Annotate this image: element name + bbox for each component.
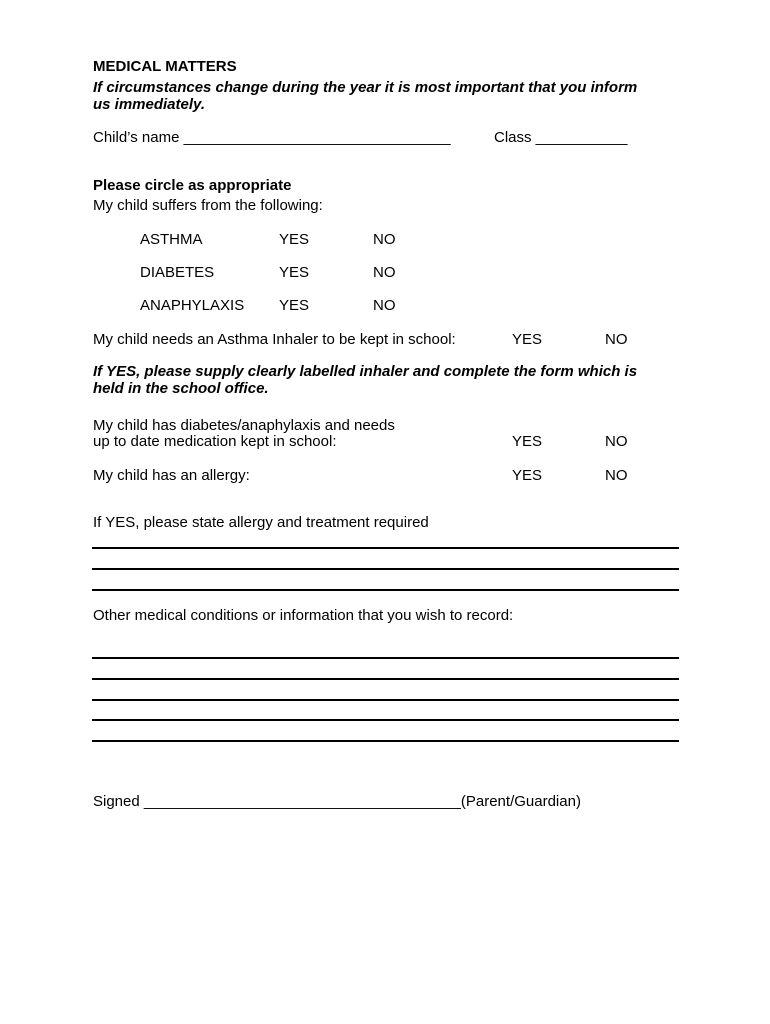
other-medical-prompt: Other medical conditions or information that you wish to record:	[93, 607, 514, 624]
class-field[interactable]: Class ___________	[494, 129, 628, 146]
other-medical-answer-line[interactable]	[92, 740, 679, 742]
condition-label-anaphylaxis: ANAPHYLAXIS	[140, 297, 245, 314]
medication-question-line-1: My child has diabetes/anaphylaxis and needs	[93, 417, 395, 434]
inhaler-note-line-2: held in the school office.	[93, 380, 269, 397]
medication-yes-option[interactable]: YES	[512, 433, 543, 450]
inhaler-no-option[interactable]: NO	[605, 331, 628, 348]
allergy-answer-line[interactable]	[92, 568, 679, 570]
diabetes-yes-option[interactable]: YES	[279, 264, 310, 281]
anaphylaxis-yes-option[interactable]: YES	[279, 297, 310, 314]
medication-question-line-2: up to date medication kept in school:	[93, 433, 337, 450]
diabetes-no-option[interactable]: NO	[373, 264, 396, 281]
condition-label-asthma: ASTHMA	[140, 231, 203, 248]
asthma-yes-option[interactable]: YES	[279, 231, 310, 248]
conditions-intro: My child suffers from the following:	[93, 197, 323, 214]
inhaler-question: My child needs an Asthma Inhaler to be kept in school:	[93, 331, 456, 348]
other-medical-answer-line[interactable]	[92, 719, 679, 721]
circle-heading: Please circle as appropriate	[93, 177, 292, 194]
anaphylaxis-no-option[interactable]: NO	[373, 297, 396, 314]
other-medical-answer-line[interactable]	[92, 678, 679, 680]
allergy-details-prompt: If YES, please state allergy and treatment required	[93, 514, 429, 531]
inhaler-note-line-1: If YES, please supply clearly labelled inhaler and complete the form which is	[93, 363, 638, 380]
allergy-question: My child has an allergy:	[93, 467, 250, 484]
allergy-answer-line[interactable]	[92, 547, 679, 549]
allergy-answer-line[interactable]	[92, 589, 679, 591]
other-medical-answer-line[interactable]	[92, 699, 679, 701]
notice-line-2: us immediately.	[93, 96, 205, 113]
childs-name-field[interactable]: Child’s name ________________________________	[93, 129, 451, 146]
other-medical-answer-line[interactable]	[92, 657, 679, 659]
signature-field[interactable]: Signed ______________________________________(Parent/Guardian)	[93, 793, 581, 810]
inhaler-yes-option[interactable]: YES	[512, 331, 543, 348]
condition-label-diabetes: DIABETES	[140, 264, 215, 281]
medication-no-option[interactable]: NO	[605, 433, 628, 450]
asthma-no-option[interactable]: NO	[373, 231, 396, 248]
allergy-yes-option[interactable]: YES	[512, 467, 543, 484]
notice-line-1: If circumstances change during the year it is most important that you inform	[93, 79, 638, 96]
form-title: MEDICAL MATTERS	[93, 58, 237, 75]
allergy-no-option[interactable]: NO	[605, 467, 628, 484]
